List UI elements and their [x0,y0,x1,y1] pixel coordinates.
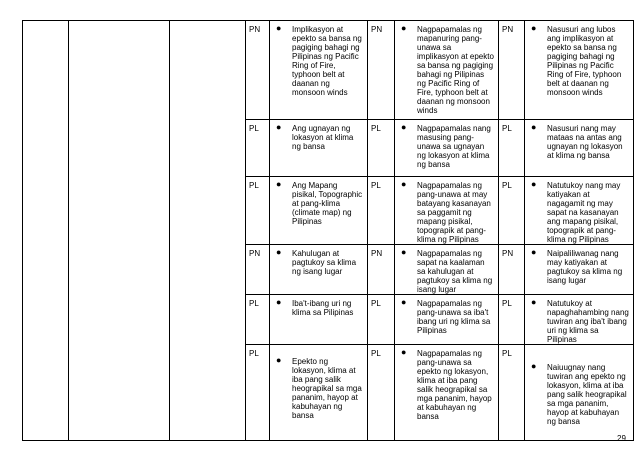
level-code: PN [499,21,525,120]
bullet-icon: ● [276,247,282,257]
standard-cell: ● Nagpapamalas ng mapanuring pang-unawa sa implikasyon at epekto sa bansa ng pagiging bahagi ng Pilipinas ng Pacific Ring of Fire, typhoon belt at daanan ng monsoon winds [395,21,499,120]
standard-cell: ● Nagpapamalas nang masusing pang-unawa sa ugnayan ng lokasyon at klima ng bansa [395,120,499,177]
performance-cell: ● Natutukoy at napaghahambing nang tuwiran ang iba't ibang uri ng klima sa Pilipinas [525,295,634,345]
bullet-icon: ● [276,179,282,189]
bullet-icon: ● [276,355,282,365]
bullet-icon: ● [401,122,407,132]
bullet-icon: ● [531,122,537,132]
content-cell: ● Ang ugnayan ng lokasyon at klima ng bansa [270,120,368,177]
bullet-icon: ● [276,297,282,307]
standard-cell: ● Nagpapamalas ng pang-unawa sa iba't ibang uri ng klima sa Pilipinas [395,295,499,345]
blank-column-1 [23,21,69,441]
level-code: PL [368,295,395,345]
level-code: PN [368,21,395,120]
level-code: PN [246,245,270,295]
level-code: PL [499,177,525,245]
competency-table [22,20,634,441]
bullet-icon: ● [531,179,537,189]
performance-cell: ● Nasusuri nang may mataas na antas ang ugnayan ng lokasyon at klima ng bansa [525,120,634,177]
level-code: PN [499,245,525,295]
content-cell: ● Ang Mapang pisikal, Topographic at pang-klima (climate map) ng Pilipinas [270,177,368,245]
level-code: PL [499,295,525,345]
bullet-icon: ● [531,247,537,257]
content-cell: ● Kahulugan at pagtukoy sa klima ng isang lugar [270,245,368,295]
level-code: PL [246,295,270,345]
level-code: PL [499,345,525,441]
bullet-icon: ● [531,297,537,307]
performance-cell: ● Nasusuri ang lubos ang implikasyon at epekto sa bansa ng pagiging bahagi ng Pilipinas ng Pacific Ring of Fire, typhoon belt at daanan ng monsoon winds [525,21,634,120]
bullet-icon: ● [401,23,407,33]
performance-cell: ● Natutukoy nang may katiyakan at nagagamit ng may sapat na kasanayan ang mapang pisikal, topograpik at pang-klima ng Pilipinas [525,177,634,245]
bullet-icon: ● [401,179,407,189]
blank-column-3 [170,21,246,441]
content-cell: ● Iba't-ibang uri ng klima sa Pilipinas [270,295,368,345]
level-code: PL [499,120,525,177]
level-code: PL [368,120,395,177]
performance-cell: ● Naipaliliwanag nang may katiyakan at pagtukoy sa klima ng isang lugar [525,245,634,295]
standard-cell: ● Nagpapamalas ng pang-unawa at may batayang kasanayan sa paggamit ng mapang pisikal, topograpik at pang-klima ng Pilipinas [395,177,499,245]
table-row [23,21,634,120]
bullet-icon: ● [401,297,407,307]
content-cell: ● Implikasyon at epekto sa bansa ng pagiging bahagi ng Pilipinas ng Pacific Ring of Fire, typhoon belt at daanan ng monsoon winds [270,21,368,120]
level-code: PN [368,245,395,295]
standard-cell: ● Nagpapamalas ng sapat na kaalaman sa kahulugan at pagtukoy sa klima ng isang lugar [395,245,499,295]
page-number: 29 [617,434,626,443]
bullet-icon: ● [401,247,407,257]
level-code: PL [246,120,270,177]
level-code: PL [246,177,270,245]
level-code: PL [246,345,270,441]
bullet-icon: ● [276,122,282,132]
level-code: PL [368,177,395,245]
bullet-icon: ● [531,361,537,371]
bullet-icon: ● [401,347,407,357]
level-code: PN [246,21,270,120]
bullet-icon: ● [531,23,537,33]
level-code: PL [368,345,395,441]
blank-column-2 [69,21,170,441]
content-cell: ● Epekto ng lokasyon, klima at iba pang salik heograpikal sa mga pananim, hayop at kabuhayan ng bansa [270,345,368,441]
standard-cell: ● Nagpapamalas ng pang-unawa sa epekto ng lokasyon, klima at iba pang salik heograpikal sa mga pananim, hayop at kabuhayan ng bansa [395,345,499,441]
bullet-icon: ● [276,23,282,33]
performance-cell: ● Naiuugnay nang tuwiran ang epekto ng lokasyon, klima at iba pang salik heograpikal sa mga pananim, hayop at kabuhayan ng bansa [525,345,634,441]
